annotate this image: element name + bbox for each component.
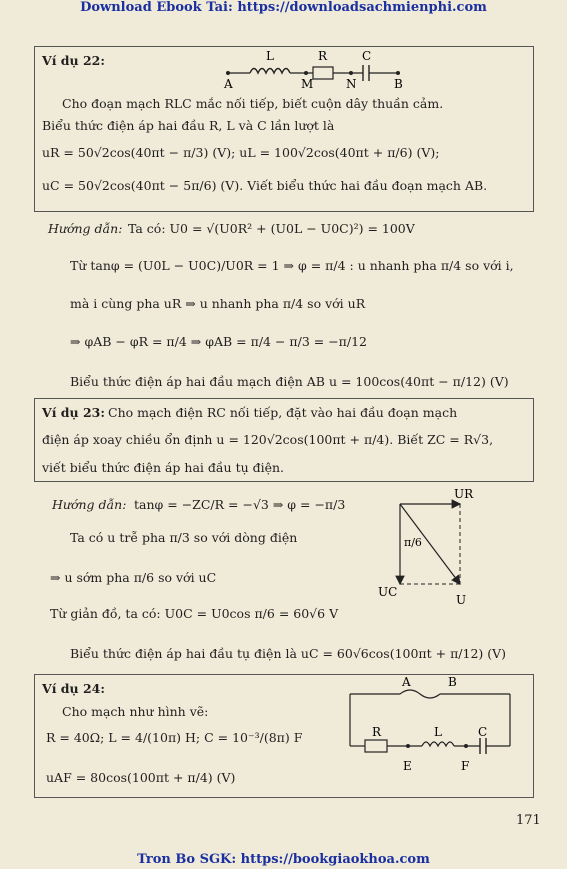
solution-23-label: Hướng dẫn: xyxy=(52,497,127,512)
phasor-label-UR: UR xyxy=(454,487,474,501)
phasor-angle-label: π/6 xyxy=(404,536,422,549)
example-22-circuit xyxy=(218,46,418,90)
phasor-label-U: U xyxy=(456,593,467,607)
solution-23-line5: Biểu thức điện áp hai đầu tụ điện là uC = 60√6cos(100πt + π/12) (V) xyxy=(70,646,507,661)
solution-23-line2: Ta có u trễ pha π/3 so với dòng điện xyxy=(70,530,298,545)
solution-22-line2: Từ tanφ = (U0L − U0C)/U0R = 1 ⇒ φ = π/4 : u nhanh pha π/4 so với i, xyxy=(70,258,514,273)
circuit-node-M: M xyxy=(301,77,314,90)
circuit-node-F: F xyxy=(461,759,470,773)
example-24-line2: R = 40Ω; L = 4/(10π) H; C = 10⁻³/(8π) F xyxy=(46,730,303,745)
solution-22-line1: Ta có: U0 = √(U0R² + (U0L − U0C)²) = 100V xyxy=(128,221,415,236)
page-number: 171 xyxy=(516,813,541,828)
circuit-label-C: C xyxy=(362,49,372,63)
example-23-line2: điện áp xoay chiều ổn định u = 120√2cos(100πt + π/4). Biết ZC = R√3, xyxy=(42,432,494,447)
example-22-line4: uC = 50√2cos(40πt − 5π/6) (V). Viết biểu thức hai đầu đoạn mạch AB. xyxy=(42,178,488,193)
circuit-label-R: R xyxy=(318,49,328,63)
page-header: Download Ebook Tai: https://downloadsachmienphi.com xyxy=(80,0,487,15)
circuit-node-B: B xyxy=(394,77,403,90)
solution-22-label: Hướng dẫn: xyxy=(48,221,123,236)
example-22-line2: Biểu thức điện áp hai đầu R, L và C lần lượt là xyxy=(42,118,335,133)
circuit-node-N: N xyxy=(346,77,357,90)
circuit-node-A: A xyxy=(402,675,411,689)
solution-22-line3: mà i cùng pha uR ⇒ u nhanh pha π/4 so với uR xyxy=(70,296,366,311)
solution-23-line4: Từ giản đồ, ta có: U0C = U0cos π/6 = 60√6 V xyxy=(50,606,339,621)
circuit-label-R: R xyxy=(372,725,382,739)
example-22-line1: Cho đoạn mạch RLC mắc nối tiếp, biết cuộn dây thuần cảm. xyxy=(62,96,444,111)
phasor-diagram xyxy=(370,484,510,609)
phasor-label-UC: UC xyxy=(378,585,398,599)
solution-23-line1: tanφ = −ZC/R = −√3 ⇒ φ = −π/3 xyxy=(134,497,346,512)
solution-22-line5: Biểu thức điện áp hai đầu mạch điện AB u = 100cos(40πt − π/12) (V) xyxy=(70,374,509,389)
example-24-label: Ví dụ 24: xyxy=(42,681,105,696)
circuit-label-L: L xyxy=(266,49,274,63)
circuit-node-A: A xyxy=(224,77,233,90)
solution-23-line3: ⇒ u sớm pha π/6 so với uC xyxy=(50,570,217,585)
example-23-line3: viết biểu thức điện áp hai đầu tụ điện. xyxy=(42,460,285,475)
example-22-line3: uR = 50√2cos(40πt − π/3) (V); uL = 100√2cos(40πt + π/6) (V); xyxy=(42,145,440,160)
example-23-label: Ví dụ 23: xyxy=(42,405,105,420)
example-23-line1: Cho mạch điện RC nối tiếp, đặt vào hai đầu đoạn mạch xyxy=(108,405,458,420)
circuit-node-E: E xyxy=(403,759,412,773)
circuit-node-B: B xyxy=(448,675,457,689)
example-24-line3: uAF = 80cos(100πt + π/4) (V) xyxy=(46,770,236,785)
circuit-label-L: L xyxy=(434,725,442,739)
page-footer: Tron Bo SGK: https://bookgiaokhoa.com xyxy=(137,852,430,867)
circuit-label-C: C xyxy=(478,725,488,739)
solution-22-line4: ⇒ φAB − φR = π/4 ⇒ φAB = π/4 − π/3 = −π/12 xyxy=(70,334,368,349)
example-22-label: Ví dụ 22: xyxy=(42,53,105,68)
example-24-line1: Cho mạch như hình vẽ: xyxy=(62,704,209,719)
example-24-circuit xyxy=(330,674,530,784)
